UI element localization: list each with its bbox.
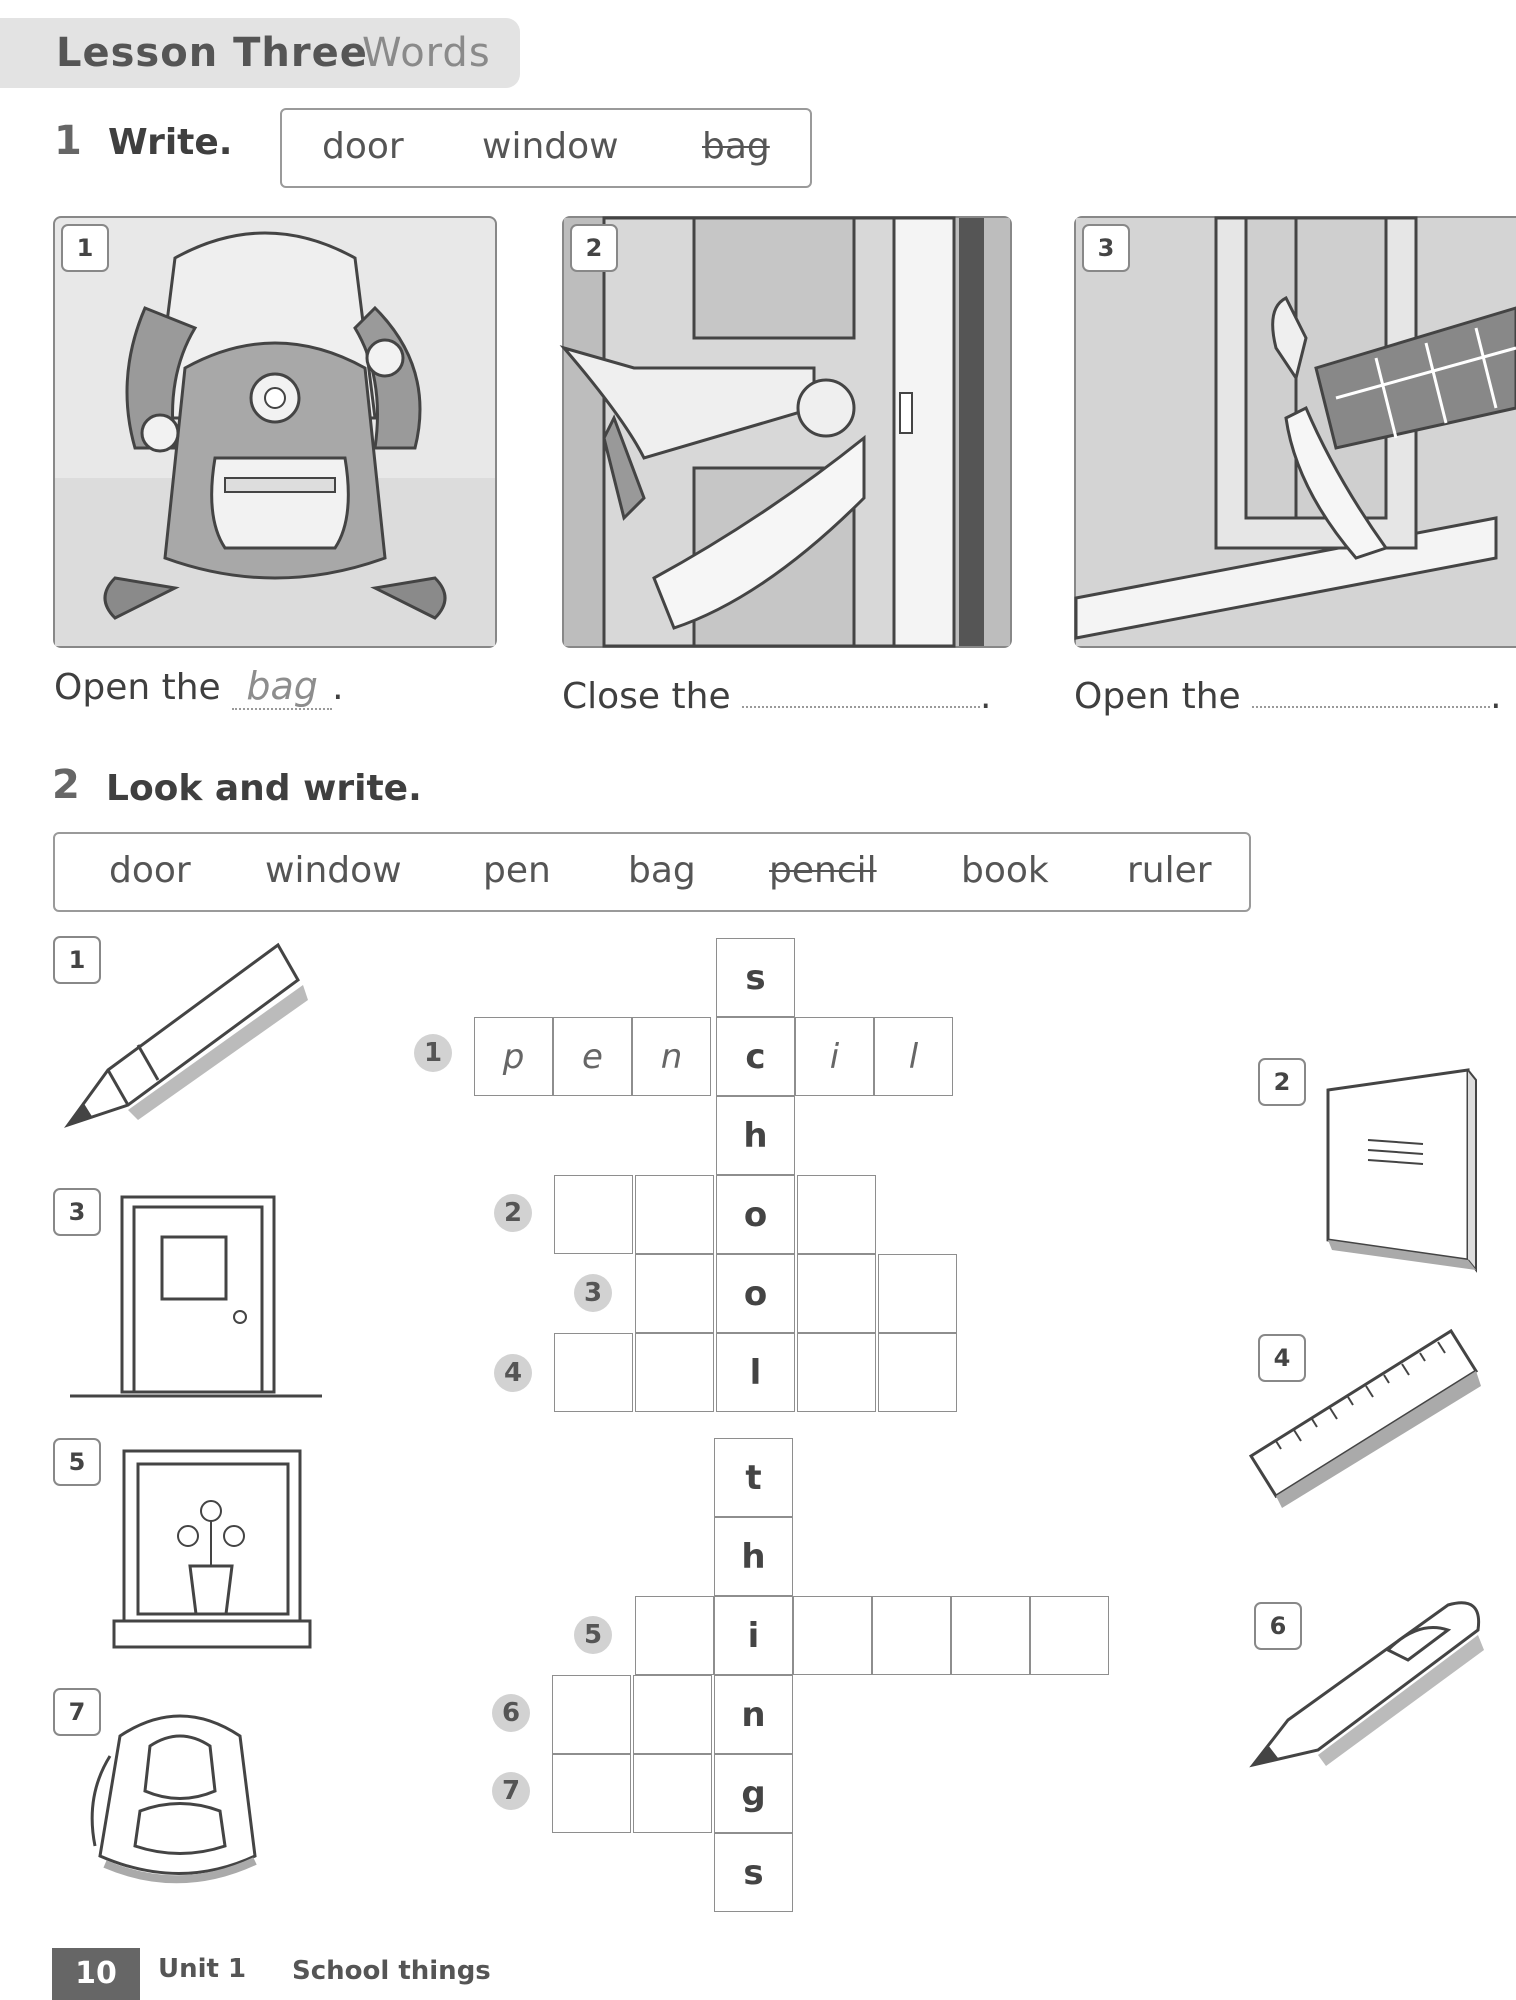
sentence-3-prefix: Open the bbox=[1074, 676, 1241, 717]
word-pen: pen bbox=[483, 850, 551, 891]
exercise-1-title: Write. bbox=[108, 122, 233, 163]
clue-number-2: 2 bbox=[494, 1194, 532, 1232]
crossword-cell: h bbox=[716, 1096, 795, 1175]
door-icon bbox=[70, 1192, 330, 1402]
crossword-cell-empty[interactable] bbox=[793, 1596, 872, 1675]
page-number: 10 bbox=[52, 1948, 140, 2000]
exercise-1-word-box bbox=[280, 108, 812, 188]
sentence-1-prefix: Open the bbox=[54, 667, 221, 708]
picture-book-number: 2 bbox=[1258, 1058, 1306, 1106]
clue-number-1: 1 bbox=[414, 1034, 452, 1072]
crossword-cell: g bbox=[714, 1754, 793, 1833]
picture-3-number: 3 bbox=[1082, 224, 1130, 272]
clue-number-7: 7 bbox=[492, 1772, 530, 1810]
bag-icon bbox=[80, 1696, 270, 1886]
window-icon bbox=[110, 1446, 320, 1656]
picture-door-number: 3 bbox=[53, 1188, 101, 1236]
crossword-cell-empty[interactable] bbox=[951, 1596, 1030, 1675]
crossword-cell-empty[interactable] bbox=[1030, 1596, 1109, 1675]
sentence-3-answer-field[interactable] bbox=[1252, 666, 1490, 708]
sentence-3 bbox=[1074, 666, 1502, 717]
picture-ruler-number: 4 bbox=[1258, 1334, 1306, 1382]
sentence-3-period: . bbox=[1490, 676, 1502, 717]
sentence-2-period: . bbox=[980, 676, 992, 717]
sentence-1-period: . bbox=[332, 667, 344, 708]
crossword-cell-empty[interactable] bbox=[635, 1175, 714, 1254]
crossword-cell: o bbox=[716, 1175, 795, 1254]
crossword-cell: n bbox=[714, 1675, 793, 1754]
crossword-cell-empty[interactable] bbox=[797, 1254, 876, 1333]
word-ruler: ruler bbox=[1127, 850, 1212, 891]
picture-2-close-door bbox=[562, 216, 1012, 648]
crossword-cell-empty[interactable] bbox=[554, 1333, 633, 1412]
picture-bag-number: 7 bbox=[53, 1688, 101, 1736]
close-door-illustration bbox=[564, 218, 1010, 646]
picture-2-number: 2 bbox=[570, 224, 618, 272]
crossword-cell: s bbox=[714, 1833, 793, 1912]
crossword-cell: n bbox=[632, 1017, 711, 1096]
crossword-cell: l bbox=[874, 1017, 953, 1096]
crossword-cell: c bbox=[716, 1017, 795, 1096]
lesson-title: Lesson Three bbox=[56, 30, 368, 76]
footer-title: School things bbox=[292, 1956, 491, 1986]
crossword-cell: i bbox=[795, 1017, 874, 1096]
crossword-cell-empty[interactable] bbox=[635, 1254, 714, 1333]
word-window: window bbox=[265, 850, 402, 891]
open-window-illustration bbox=[1076, 218, 1516, 646]
word-window: window bbox=[482, 126, 619, 167]
crossword-cell-empty[interactable] bbox=[797, 1333, 876, 1412]
word-bag: bag bbox=[628, 850, 696, 891]
crossword-cell: l bbox=[716, 1333, 795, 1412]
crossword-cell: s bbox=[716, 938, 795, 1017]
crossword-cell-empty[interactable] bbox=[878, 1254, 957, 1333]
crossword-cell-empty[interactable] bbox=[878, 1333, 957, 1412]
crossword-cell-empty[interactable] bbox=[554, 1175, 633, 1254]
pen-icon bbox=[1248, 1590, 1488, 1780]
picture-1-open-bag bbox=[53, 216, 497, 648]
footer-unit: Unit 1 bbox=[158, 1954, 247, 1984]
crossword-cell-empty[interactable] bbox=[552, 1675, 631, 1754]
clue-number-3: 3 bbox=[574, 1274, 612, 1312]
crossword-cell-empty[interactable] bbox=[872, 1596, 951, 1675]
word-book: book bbox=[961, 850, 1049, 891]
crossword-cell-empty[interactable] bbox=[797, 1175, 876, 1254]
sentence-2-prefix: Close the bbox=[562, 676, 731, 717]
exercise-1-number: 1 bbox=[54, 118, 82, 164]
crossword-cell-empty[interactable] bbox=[635, 1333, 714, 1412]
lesson-section: Words bbox=[362, 30, 491, 76]
crossword-cell: t bbox=[714, 1438, 793, 1517]
picture-pen-number: 6 bbox=[1254, 1602, 1302, 1650]
crossword-cell: o bbox=[716, 1254, 795, 1333]
exercise-2-title: Look and write. bbox=[106, 768, 422, 809]
sentence-1-answer-field[interactable] bbox=[232, 664, 332, 710]
clue-number-6: 6 bbox=[492, 1694, 530, 1732]
crossword-cell: h bbox=[714, 1517, 793, 1596]
book-icon bbox=[1318, 1060, 1478, 1280]
picture-pencil-number: 1 bbox=[53, 936, 101, 984]
picture-window-number: 5 bbox=[53, 1438, 101, 1486]
sentence-1-answer: bag bbox=[246, 664, 318, 708]
clue-number-5: 5 bbox=[574, 1616, 612, 1654]
crossword-cell-empty[interactable] bbox=[635, 1596, 714, 1675]
pencil-icon bbox=[58, 940, 308, 1140]
picture-1-number: 1 bbox=[61, 224, 109, 272]
crossword-cell: e bbox=[553, 1017, 632, 1096]
exercise-2-word-box bbox=[53, 832, 1251, 912]
picture-3-open-window bbox=[1074, 216, 1516, 648]
crossword-cell-empty[interactable] bbox=[633, 1754, 712, 1833]
clue-number-4: 4 bbox=[494, 1354, 532, 1392]
word-door: door bbox=[322, 126, 404, 167]
sentence-1 bbox=[54, 664, 344, 710]
open-bag-illustration bbox=[55, 218, 495, 646]
crossword-cell-empty[interactable] bbox=[552, 1754, 631, 1833]
word-pencil-used: pencil bbox=[769, 850, 877, 891]
crossword-cell: p bbox=[474, 1017, 553, 1096]
word-bag-used: bag bbox=[702, 126, 770, 167]
ruler-icon bbox=[1246, 1326, 1486, 1516]
word-door: door bbox=[109, 850, 191, 891]
exercise-2-number: 2 bbox=[52, 762, 80, 808]
sentence-2-answer-field[interactable] bbox=[742, 666, 980, 708]
crossword-cell: i bbox=[714, 1596, 793, 1675]
sentence-2 bbox=[562, 666, 992, 717]
crossword-cell-empty[interactable] bbox=[633, 1675, 712, 1754]
